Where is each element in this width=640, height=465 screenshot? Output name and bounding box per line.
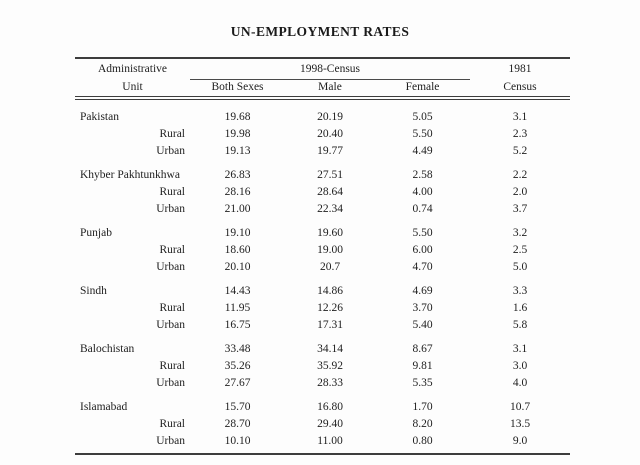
cell-1981-census: 5.2 [512, 145, 528, 157]
cell-both-sexes: 10.10 [224, 435, 251, 447]
table-row [75, 300, 570, 317]
cell-admin-unit: Rural [159, 302, 185, 314]
cell-admin-unit: Urban [156, 319, 185, 331]
table-group [75, 225, 570, 276]
table-row [75, 242, 570, 259]
cell-male: 11.00 [317, 435, 343, 447]
header-male: Male [318, 81, 342, 93]
table-row [75, 184, 570, 201]
cell-1981-census: 2.5 [512, 244, 528, 256]
cell-1981-census: 5.8 [512, 319, 528, 331]
cell-female: 0.80 [412, 435, 433, 447]
cell-admin-unit: Rural [159, 186, 185, 198]
cell-male: 20.7 [319, 261, 341, 273]
cell-both-sexes: 26.83 [224, 169, 251, 181]
header-census: Census [503, 81, 537, 93]
cell-1981-census: 4.0 [512, 377, 528, 389]
table-header [75, 57, 570, 100]
cell-female: 8.67 [412, 343, 433, 355]
table-row [75, 259, 570, 276]
header-administrative: Administrative [98, 63, 167, 75]
cell-both-sexes: 21.00 [224, 203, 251, 215]
cell-both-sexes: 20.10 [224, 261, 251, 273]
cell-male: 28.33 [317, 377, 343, 389]
cell-female: 0.74 [412, 203, 433, 215]
table-row [75, 341, 570, 358]
cell-admin-unit: Rural [159, 418, 185, 430]
header-row-top [75, 59, 570, 79]
cell-female: 4.69 [412, 285, 433, 297]
cell-both-sexes: 33.48 [224, 343, 251, 355]
cell-female: 5.50 [412, 227, 433, 239]
cell-male: 34.14 [317, 343, 343, 355]
table-group [75, 341, 570, 392]
cell-female: 5.35 [412, 377, 433, 389]
cell-admin-unit: Rural [159, 128, 185, 140]
header-unit: Unit [122, 81, 143, 93]
cell-male: 22.34 [317, 203, 343, 215]
table-group [75, 399, 570, 450]
cell-male: 17.31 [317, 319, 343, 331]
table-group [75, 167, 570, 218]
table-row [75, 358, 570, 375]
cell-1981-census: 9.0 [512, 435, 528, 447]
cell-both-sexes: 19.13 [224, 145, 251, 157]
cell-female: 4.49 [412, 145, 433, 157]
table-group [75, 109, 570, 160]
cell-1981-census: 1.6 [512, 302, 528, 314]
cell-both-sexes: 35.26 [224, 360, 251, 372]
table-body [75, 100, 570, 455]
cell-1981-census: 2.0 [512, 186, 528, 198]
cell-female: 2.58 [412, 169, 433, 181]
cell-both-sexes: 28.16 [224, 186, 251, 198]
cell-1981-census: 10.7 [509, 401, 531, 413]
cell-female: 5.40 [412, 319, 433, 331]
table-row [75, 416, 570, 433]
cell-female: 9.81 [412, 360, 433, 372]
table-row [75, 317, 570, 334]
cell-admin-unit: Urban [156, 203, 185, 215]
cell-admin-unit: Urban [156, 261, 185, 273]
header-both-sexes: Both Sexes [211, 81, 264, 93]
cell-admin-unit: Punjab [80, 227, 112, 239]
table-row [75, 109, 570, 126]
cell-1981-census: 3.3 [512, 285, 528, 297]
header-1981: 1981 [508, 63, 532, 75]
cell-female: 5.50 [412, 128, 433, 140]
table-row [75, 167, 570, 184]
cell-male: 28.64 [317, 186, 343, 198]
cell-female: 4.00 [412, 186, 433, 198]
cell-admin-unit: Sindh [80, 285, 107, 297]
table-row [75, 399, 570, 416]
cell-1981-census: 3.1 [512, 111, 528, 123]
cell-admin-unit: Rural [159, 360, 185, 372]
cell-both-sexes: 27.67 [224, 377, 251, 389]
table-group [75, 283, 570, 334]
table-row [75, 433, 570, 450]
cell-admin-unit: Rural [159, 244, 185, 256]
cell-male: 20.40 [317, 128, 343, 140]
header-1998-census: 1998-Census [190, 59, 470, 80]
cell-male: 27.51 [317, 169, 343, 181]
cell-admin-unit: Urban [156, 145, 185, 157]
cell-male: 19.60 [317, 227, 343, 239]
cell-1981-census: 3.0 [512, 360, 528, 372]
cell-both-sexes: 19.98 [224, 128, 251, 140]
cell-both-sexes: 28.70 [224, 418, 251, 430]
table-row [75, 201, 570, 218]
cell-female: 6.00 [412, 244, 433, 256]
cell-1981-census: 2.3 [512, 128, 528, 140]
cell-both-sexes: 18.60 [224, 244, 251, 256]
cell-admin-unit: Islamabad [80, 401, 128, 413]
unemployment-table [75, 57, 570, 455]
cell-male: 19.00 [317, 244, 343, 256]
document-title: UN-EMPLOYMENT RATES [230, 24, 410, 39]
header-row-bottom [75, 79, 570, 96]
cell-female: 1.70 [412, 401, 433, 413]
header-female: Female [405, 81, 440, 93]
table-row [75, 283, 570, 300]
cell-admin-unit: Urban [156, 435, 185, 447]
cell-both-sexes: 19.68 [224, 111, 251, 123]
cell-female: 5.05 [412, 111, 433, 123]
cell-1981-census: 3.2 [512, 227, 528, 239]
cell-admin-unit: Pakistan [80, 111, 119, 123]
table-row [75, 126, 570, 143]
cell-female: 3.70 [412, 302, 433, 314]
cell-male: 29.40 [317, 418, 343, 430]
cell-male: 16.80 [317, 401, 343, 413]
cell-male: 20.19 [317, 111, 343, 123]
cell-male: 35.92 [317, 360, 343, 372]
cell-admin-unit: Balochistan [80, 343, 135, 355]
cell-1981-census: 2.2 [512, 169, 528, 181]
cell-1981-census: 5.0 [512, 261, 528, 273]
cell-1981-census: 13.5 [509, 418, 531, 430]
cell-both-sexes: 11.95 [224, 302, 251, 314]
table-row [75, 143, 570, 160]
cell-both-sexes: 15.70 [224, 401, 251, 413]
cell-both-sexes: 16.75 [224, 319, 251, 331]
cell-both-sexes: 14.43 [224, 285, 251, 297]
cell-1981-census: 3.1 [512, 343, 528, 355]
table-row [75, 225, 570, 242]
cell-female: 8.20 [412, 418, 433, 430]
cell-admin-unit: Khyber Pakhtunkhwa [80, 169, 180, 181]
cell-female: 4.70 [412, 261, 433, 273]
cell-male: 19.77 [317, 145, 343, 157]
cell-1981-census: 3.7 [512, 203, 528, 215]
cell-male: 12.26 [317, 302, 343, 314]
cell-admin-unit: Urban [156, 377, 185, 389]
cell-both-sexes: 19.10 [224, 227, 251, 239]
table-row [75, 375, 570, 392]
cell-male: 14.86 [317, 285, 343, 297]
